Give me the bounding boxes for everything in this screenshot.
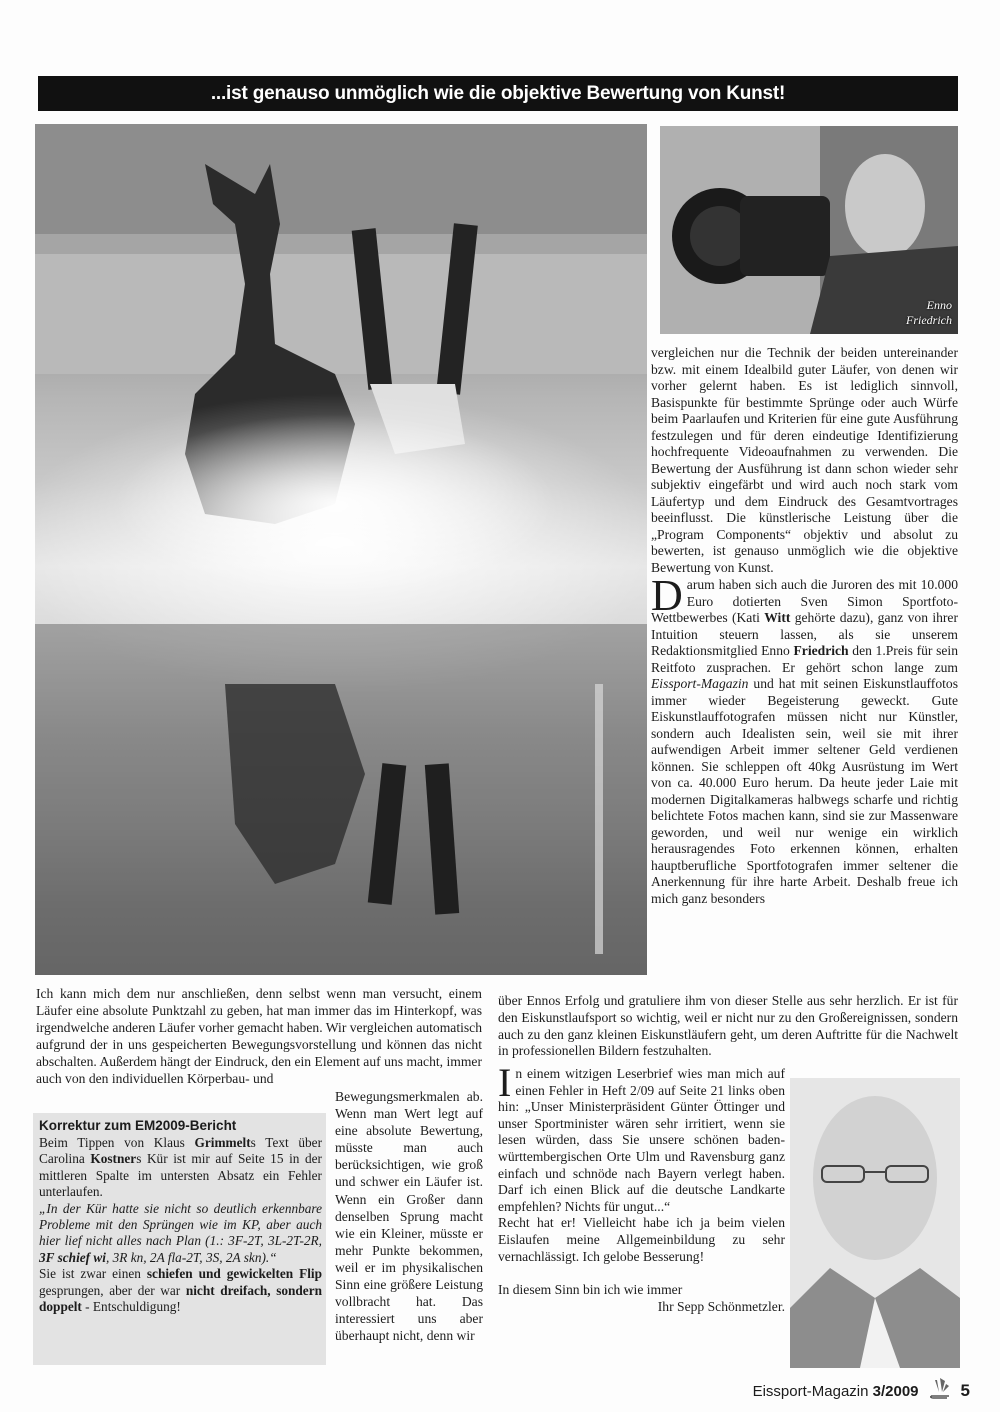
footer-magazine <box>753 1383 919 1400</box>
text-segment: „In der Kür hatte sie nicht so deutlich erkennbare Probleme mit den Sprüngen wie im KP, aber auch hier lief nicht alles nach Plan (1.: 3F-2T, 3L-2T-2R, <box>39 1200 322 1249</box>
paragraph-award <box>651 571 958 907</box>
letter-text: n einem witzigen Leserbrief wies man mich auf einen Fehler in Heft 2/09 auf Seite 21 links oben hin: „Unser Ministerpräsident Günter Öttinger und unser Sportminister wären sehr irritiert, wenn sie lesen würden, dass Sie unsere schönen baden-württembergischen Orte Ulm und Ravensburg ganz einfach und schnöde nach Bayern verlegt haben. Darf ich einen Blick auf die deutsche Landkarte empfehlen? Nichts für ungut...“ <box>498 1066 785 1214</box>
signature: Ihr Sepp Schönmetzler. <box>657 1298 785 1314</box>
main-photo <box>35 124 647 975</box>
page-number: 5 <box>960 1381 970 1400</box>
emphasis-flip: schiefen und gewickelten Flip <box>146 1266 322 1282</box>
text-segment: arum haben sich auch die Juroren des mit 10.000 Euro dotierten Sven Simon Sportfoto-Wettbewerbes (Kati <box>651 577 958 625</box>
paragraph-reader-letter <box>498 1060 785 1215</box>
paragraph-reply: Recht hat er! Vielleicht habe ich ja beim vielen Eislaufen meine Allgemeinbildung zu sehr vernachlässigt. Ich gelobe Besserung! <box>498 1215 785 1264</box>
author-portrait-image <box>790 1078 960 1368</box>
text-segment: Beim Tippen von Klaus <box>39 1135 195 1150</box>
correction-body <box>39 1135 322 1315</box>
page-footer <box>753 1376 970 1406</box>
text-segment: Sie ist zwar einen <box>39 1266 147 1282</box>
text-segment: den 1.Preis für sein Reitfoto zusprachen. Er gehört schon lange zum <box>651 643 958 675</box>
name-kostner: Kostner <box>90 1151 137 1167</box>
magazine-title: Eissport-Magazin <box>752 1382 869 1400</box>
letter-column <box>498 1060 785 1315</box>
text-segment: gehörte dazu), ganz von ihrer Intuition steuern lassen, als sie unserem Redaktionsmitglied Enno <box>651 610 958 658</box>
correction-intro <box>39 1135 322 1201</box>
name-grimmelt: Grimmelt <box>194 1135 251 1150</box>
text-segment: - Entschuldigung! <box>81 1299 181 1315</box>
paragraph-program-components: vergleichen nur die Technik der beiden untereinander bzw. mit einem Idealbild guter Läufer, von denen wir vorher gelernt haben. Es ist lediglich sinnvoll, Basispunkte für bestimmte Sprünge oder auch Würfe beim Paarlaufen und Kriterien für eine gute Ausführung festzulegen und für deren eindeutige Identifizierung hochfrequente Videoaufnahmen zu verwenden. Die Bewertung der Ausführung ist dann schon wieder sehr subjektiv eingefärbt und wird auch noch stark vom Läufertyp und dem Eindruck des Gesamtvortrages beeinflusst. Die künstlerische Leistung über die „Program Components“ objektiv und absolut zu bewerten, ist genauso unmöglich wie die objektive Bewertung von Kunst. <box>651 345 958 575</box>
right-column-text <box>651 345 958 907</box>
text-segment: und hat mit seinen Eiskunstlauffotos immer wieder Begeisterung geweckt. Gute Eiskunstlauffotografen müssen nicht nur Künstler, sondern auch Idealisten sein, weil sie mit ihrer aufwendigen Arbeit immer seltener Geld verdienen können. Sie schleppen oft 40kg Ausrüstung im Wert von ca. 40.000 Euro herum. Da heute jeder Laie mit modernen Digitalkameras halbwegs scharfe und richtig belichtete Fotos machen kann, sind sie zur Massenware geworden, und weil nur wenige ein wirklich herausragendes Foto erkennen können, erhalten hauptberufliche Sportfotografen immer seltener die Anerkennung für ihre harte Arbeit. Deshalb freue ich mich ganz besonders <box>651 676 958 906</box>
name-witt: Witt <box>764 610 791 625</box>
skate-logo-icon <box>927 1376 953 1406</box>
dropcap-d: D <box>651 571 683 620</box>
photographer-photo <box>660 126 958 334</box>
closing-line: In diesem Sinn bin ich wie immer <box>498 1282 683 1298</box>
emphasis-doppelt: nicht dreifach, sondern doppelt <box>39 1282 323 1315</box>
text-segment: , 3R kn, 2A fla-2T, 3S, 2A skn).“ <box>105 1249 277 1265</box>
headline-banner: ...ist genauso unmöglich wie die objektive Bewertung von Kunst! <box>38 76 958 111</box>
narrow-column-text <box>335 1088 483 1344</box>
name-friedrich: Friedrich <box>793 643 849 658</box>
magazine-name: Eissport-Magazin <box>651 676 749 691</box>
issue-number: 3/2009 <box>872 1382 919 1400</box>
paragraph-body-physics: Bewegungsmerkmalen ab. Wenn man Wert legt auf eine absolute Bewertung, müsste man auch berücksichtigen, wie groß und schwer ein Läufer ist. Wenn ein Großer dann denselben Sprung macht wie ein Kleiner, müsste er mehr Punkte bekommen, weil er im physikalischen Sinn eine größere Leistung vollbracht hat. Das interessiert uns aber überhaupt nicht, denn wir <box>335 1089 483 1344</box>
photo-caption <box>906 298 952 328</box>
correction-title: Korrektur zum EM2009-Bericht <box>39 1118 237 1133</box>
text-segment: s Text über Carolina <box>39 1135 323 1167</box>
author-photo <box>790 1078 960 1368</box>
horse-splash-image <box>35 124 647 975</box>
caption-first-name: Enno <box>926 298 952 312</box>
jump-3f-schief: 3F schief wi <box>39 1249 106 1265</box>
correction-quote <box>39 1201 322 1267</box>
caption-last-name: Friedrich <box>906 313 952 327</box>
congratulations-text <box>498 993 958 1060</box>
text-segment: gesprungen, aber der war <box>39 1282 186 1298</box>
paragraph-comparison: Ich kann mich dem nur anschließen, denn selbst wenn man versucht, einem Läufer eine absolute Punktzahl zu geben, hat man immer das im Hinterkopf, was irgendwelche anderen Läufer vorher gemacht haben. Wir vergleichen automatisch aufgrund der in uns gespeicherten Bewegungsvorstellung und können das nicht abschalten. Außerdem hängt der Eindruck, den ein Element auf uns macht, immer auch von den individuellen Körperbau- und <box>36 986 482 1086</box>
dropcap-i: I <box>498 1060 512 1105</box>
correction-apology <box>39 1266 322 1315</box>
paragraph-congratulations: über Ennos Erfolg und gratuliere ihm von dieser Stelle aus sehr herzlich. Er ist für den Eiskunstlaufsport so wichtig, weil er nicht nur zu den Großereignissen, sondern auch zu den ganz kleinen Eiskunstläufern geht, um deren Auftritte für die Nachwelt in professionellen Bildern festzuhalten. <box>498 993 958 1059</box>
left-column-text <box>36 985 482 1087</box>
text-segment: s Kür ist mir auf Seite 15 in der mittleren Spalte im untersten Absatz ein Fehler unterlaufen. <box>39 1151 322 1200</box>
